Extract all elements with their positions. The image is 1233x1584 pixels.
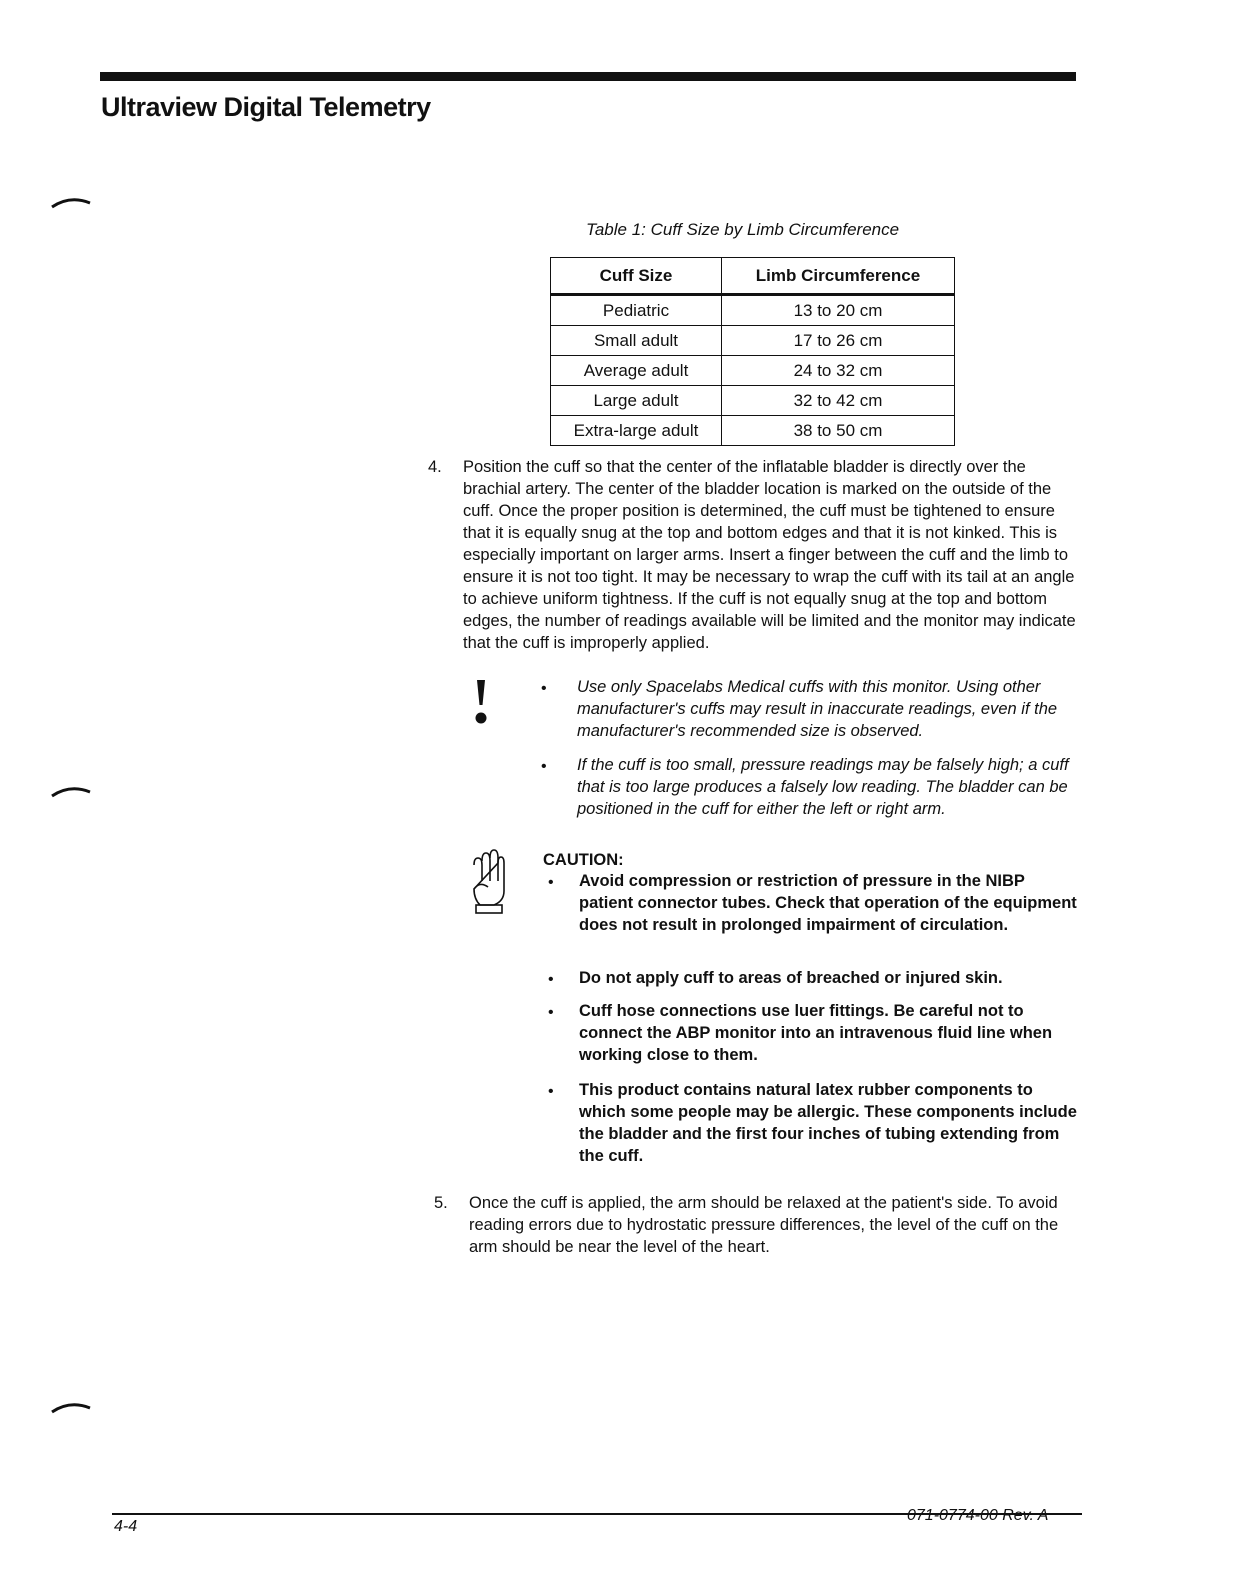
- table-row: [551, 356, 955, 386]
- caution-item: Cuff hose connections use luer fittings. Be careful not to connect the ABP monitor into an intravenous fluid line when working close to them.: [579, 1002, 1053, 1064]
- caution-label: CAUTION:: [543, 851, 624, 869]
- column-header-cuff-size: Cuff Size: [551, 258, 722, 295]
- bullet-marker: •: [548, 1004, 554, 1021]
- cuff-size-cell: Large adult: [551, 386, 722, 416]
- caution-item: Do not apply cuff to areas of breached or injured skin.: [579, 969, 1003, 987]
- bullet-marker: •: [548, 1083, 554, 1100]
- cuff-size-cell: Extra-large adult: [551, 416, 722, 446]
- table-row: [551, 326, 955, 356]
- cuff-size-cell: Small adult: [551, 326, 722, 356]
- column-header-limb-circumference: Limb Circumference: [722, 258, 955, 295]
- cuff-size-table: [550, 257, 955, 446]
- step-text: Position the cuff so that the center of the inflatable bladder is directly over the brachial artery. The center of the bladder location is marked on the outside of the cuff. Once the proper position is determined, the cuff must be tightened to ensure that it is equally snug at the top and bottom edges and that it is not kinked. This is especially important on larger arms. Insert a finger between the cuff and the limb to ensure it is not too tight. It may be necessary to wrap the cuff with its tail at an angle to achieve uniform tightness. If the cuff is not equally snug at the top and bottom edges, the number of readings available will be limited and the monitor may indicate that the cuff is improperly applied.: [463, 458, 1076, 652]
- exclamation-icon: [473, 678, 489, 726]
- step-number: 4.: [428, 458, 442, 476]
- caution-item: This product contains natural latex rubber components to which some people may be allergic. These components include the bladder and the first four inches of tubing extending from the cuff.: [579, 1081, 1077, 1165]
- step-number: 5.: [434, 1194, 448, 1212]
- note-item: If the cuff is too small, pressure readings may be falsely high; a cuff that is too large produces a falsely low reading. The bladder can be positioned in the cuff for either the left or right arm.: [577, 756, 1069, 818]
- document-code: 071-0774-00 Rev. A: [907, 1507, 1049, 1524]
- circumference-cell: 32 to 42 cm: [722, 386, 955, 416]
- bullet-marker: •: [548, 874, 554, 891]
- table-header-row: [551, 258, 955, 295]
- circumference-cell: 24 to 32 cm: [722, 356, 955, 386]
- table-caption: Table 1: Cuff Size by Limb Circumference: [586, 220, 900, 239]
- circumference-cell: 38 to 50 cm: [722, 416, 955, 446]
- note-item: Use only Spacelabs Medical cuffs with this monitor. Using other manufacturer's cuffs may result in inaccurate readings, even if the manufacturer's recommended size is observed.: [577, 678, 1058, 740]
- header-rule: [100, 72, 1076, 81]
- document-title: Ultraview Digital Telemetry: [101, 92, 431, 122]
- circumference-cell: 17 to 26 cm: [722, 326, 955, 356]
- bullet-marker: •: [548, 971, 554, 988]
- hand-stop-icon: [470, 847, 506, 915]
- table-row: [551, 416, 955, 446]
- step-text: Once the cuff is applied, the arm should be relaxed at the patient's side. To avoid reading errors due to hydrostatic pressure differences, the level of the cuff on the arm should be near the level of the heart.: [469, 1194, 1059, 1256]
- circumference-cell: 13 to 20 cm: [722, 295, 955, 326]
- caution-item: Avoid compression or restriction of pressure in the NIBP patient connector tubes. Check that operation of the equipment does not result in prolonged impairment of circulation.: [579, 872, 1077, 934]
- punch-hole-mark: [50, 193, 92, 211]
- page-number: 4-4: [114, 1518, 138, 1535]
- punch-hole-mark: [50, 1398, 92, 1416]
- cuff-size-cell: Pediatric: [551, 295, 722, 326]
- table-row: [551, 386, 955, 416]
- bullet-marker: •: [541, 758, 547, 775]
- bullet-marker: •: [541, 680, 547, 697]
- punch-hole-mark: [50, 782, 92, 800]
- table-row: [551, 295, 955, 326]
- cuff-size-cell: Average adult: [551, 356, 722, 386]
